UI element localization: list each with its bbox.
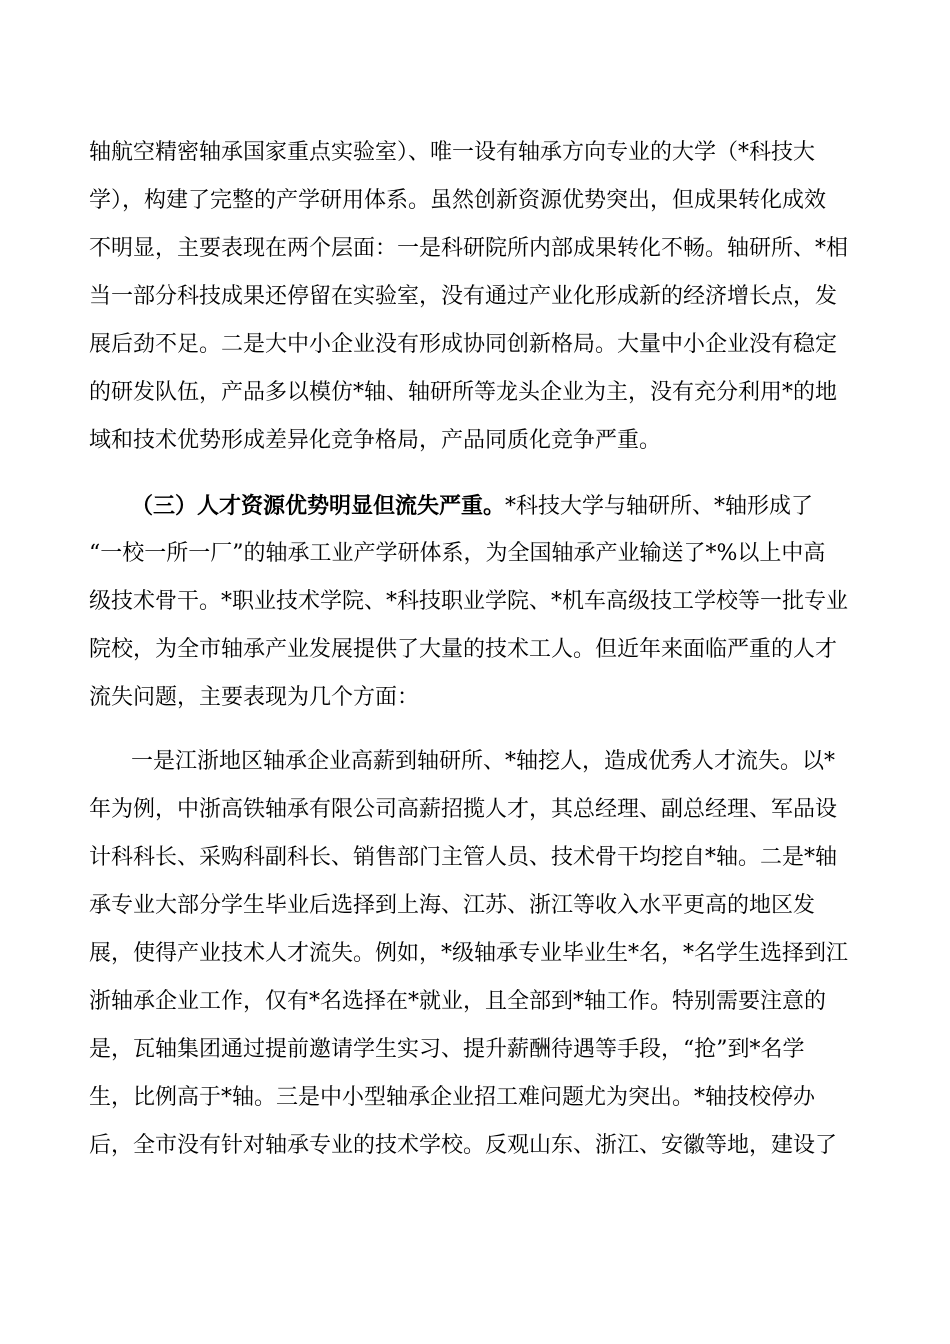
text-line: “一校一所一厂”的轴承工业产学研体系，为全国轴承产业输送了*%以上中高: [89, 541, 826, 566]
section-first-line-text: *科技大学与轴研所、*轴形成了: [505, 494, 814, 519]
text-line: 后，全市没有针对轴承专业的技术学校。反观山东、浙江、安徽等地，建设了: [89, 1133, 838, 1158]
text-line: 是，瓦轴集团通过提前邀请学生实习、提升薪酬待遇等手段，“抢”到*名学: [89, 1037, 805, 1062]
text-line: 承专业大部分学生毕业后选择到上海、江苏、浙江等收入水平更高的地区发: [89, 893, 816, 918]
text-line: 不明显，主要表现在两个层面：一是科研院所内部成果转化不畅。轴研所、*相: [89, 236, 849, 261]
text-line: 浙轴承企业工作，仅有*名选择在*就业，且全部到*轴工作。特别需要注意的: [89, 989, 827, 1014]
text-line: 院校，为全市轴承产业发展提供了大量的技术工人。但近年来面临严重的人才: [89, 637, 838, 662]
text-line: 生，比例高于*轴。三是中小型轴承企业招工难问题尤为突出。*轴技校停办: [89, 1085, 816, 1110]
section-heading: （三）人才资源优势明显但流失严重。: [131, 493, 506, 519]
text-line: 轴航空精密轴承国家重点实验室）、唯一设有轴承方向专业的大学（*科技大: [89, 140, 816, 165]
text-line: 年为例，中浙高铁轴承有限公司高薪招揽人才，其总经理、副总经理、军品设: [89, 797, 838, 822]
text-line: 一是江浙地区轴承企业高薪到轴研所、*轴挖人，造成优秀人才流失。以*: [131, 749, 836, 774]
text-line: 级技术骨干。*职业技术学院、*科技职业学院、*机车高级技工学校等一批专业: [89, 589, 849, 614]
text-line: 计科科长、采购科副科长、销售部门主管人员、技术骨干均挖自*轴。二是*轴: [89, 845, 838, 870]
text-line: [131, 492, 859, 521]
text-line: 域和技术优势形成差异化竞争格局，产品同质化竞争严重。: [89, 428, 662, 453]
text-line: 展后劲不足。二是大中小企业没有形成协同创新格局。大量中小企业没有稳定: [89, 332, 838, 357]
text-line: 流失问题，主要表现为几个方面：: [89, 685, 420, 710]
text-line: 当一部分科技成果还停留在实验室，没有通过产业化形成新的经济增长点，发: [89, 284, 838, 309]
text-line: 的研发队伍，产品多以模仿*轴、轴研所等龙头企业为主，没有充分利用*的地: [89, 380, 838, 405]
text-line: 学），构建了完整的产学研用体系。虽然创新资源优势突出，但成果转化成效: [89, 188, 827, 213]
text-line: 展，使得产业技术人才流失。例如，*级轴承专业毕业生*名，*名学生选择到江: [89, 941, 849, 966]
